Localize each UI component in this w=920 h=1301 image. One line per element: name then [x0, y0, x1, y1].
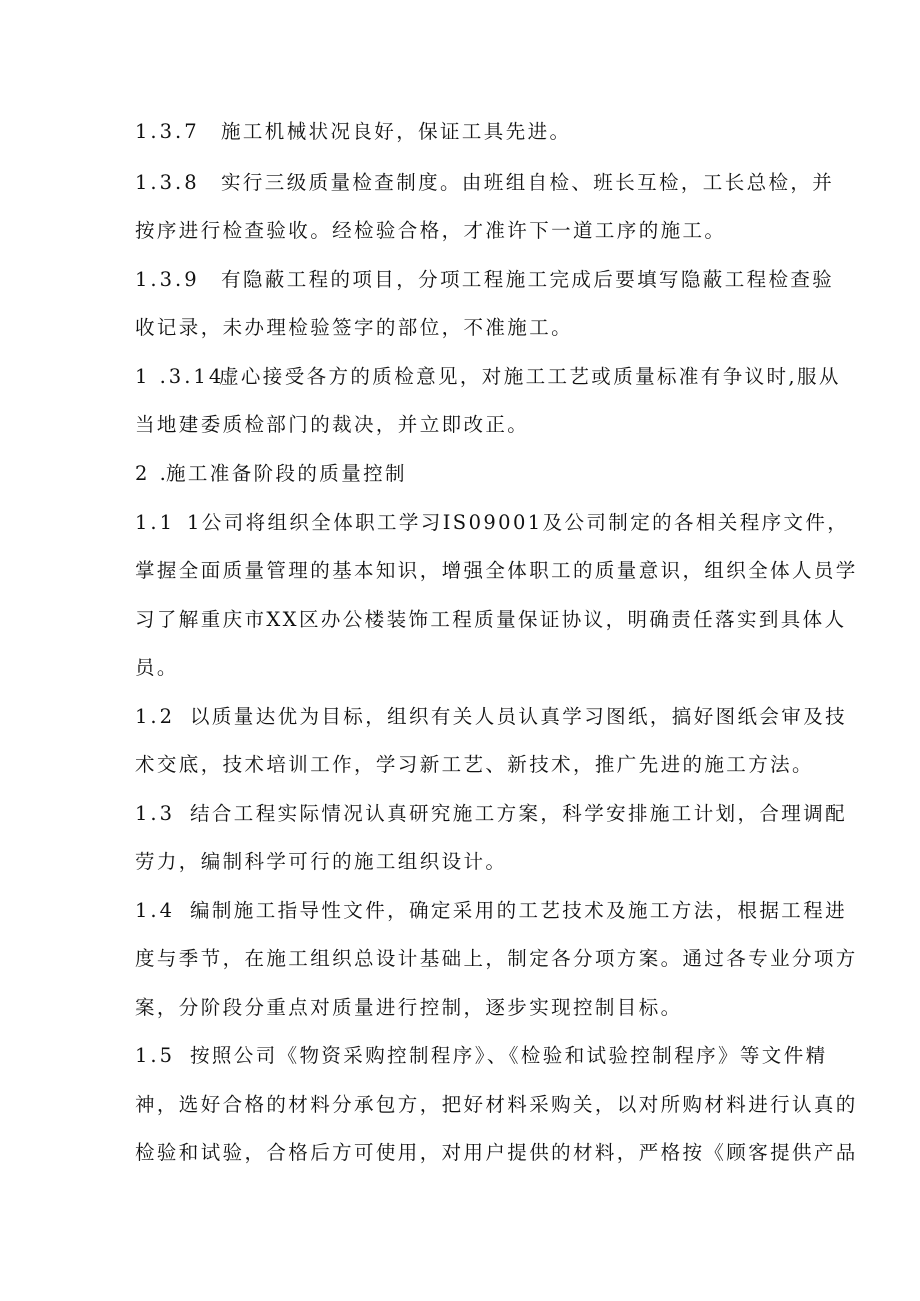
paragraph-line: 神，选好合格的材料分承包方，把好材料采购关，以对所购材料进行认真的	[135, 1093, 858, 1116]
paragraph-line: 结合工程实际情况认真研究施工方案，科学安排施工计划，合理调配	[190, 802, 848, 825]
section-number: 1.4	[135, 899, 176, 922]
section-number: 1.3.7	[135, 120, 200, 143]
paragraph-line: 劳力，编制科学可行的施工组织设计。	[135, 850, 508, 873]
paragraph-1-4	[135, 899, 848, 923]
paragraph-line: 以质量达优为目标，组织有关人员认真学习图纸，搞好图纸会审及技	[190, 705, 848, 728]
paragraph-line: 虚心接受各方的质检意见，对施工工艺或质量标准有争议时,服从	[219, 365, 841, 388]
paragraph-1-3-14	[135, 365, 841, 389]
paragraph-line: 员。	[135, 656, 179, 679]
paragraph-1-3-9	[135, 268, 835, 292]
paragraph-line: 编制施工指导性文件，确定采用的工艺技术及施工方法，根据工程进	[190, 899, 848, 922]
paragraph-1-1	[135, 511, 850, 535]
section-number: 1.1	[135, 511, 176, 534]
paragraph-line: 习了解重庆市XX区办公楼装饰工程质量保证协议，明确责任落实到具体人	[135, 608, 847, 631]
paragraph-1-3-8	[135, 171, 835, 195]
paragraph-line: 度与季节，在施工组织总设计基础上，制定各分项方案。通过各专业分项方	[135, 947, 858, 970]
paragraph-1-3-7	[135, 120, 815, 144]
paragraph-line: 检验和试验，合格后方可使用，对用户提供的材料，严格按《顾客提供产品	[135, 1141, 858, 1164]
paragraph-line: 术交底，技术培训工作，学习新工艺、新技术，推广先进的施工方法。	[135, 753, 814, 776]
paragraph-1-5	[135, 1044, 828, 1068]
section-heading	[135, 462, 815, 486]
paragraph-line: 1公司将组织全体职工学习IS09001及公司制定的各相关程序文件，	[187, 511, 850, 534]
paragraph-line: 有隐蔽工程的项目，分项工程施工完成后要填写隐蔽工程检查验	[221, 268, 835, 291]
paragraph-1-3	[135, 802, 848, 826]
section-title: 施工准备阶段的质量控制	[166, 462, 407, 485]
paragraph-line: 施工机械状况良好，保证工具先进。	[221, 120, 572, 143]
paragraph-line: 当地建委质检部门的裁决，并立即改正。	[135, 413, 530, 436]
paragraph-line: 案，分阶段分重点对质量进行控制，逐步实现控制目标。	[135, 996, 683, 1019]
section-number: 1.5	[135, 1044, 176, 1067]
section-number: 1.2	[135, 705, 176, 728]
paragraph-line: 掌握全面质量管理的基本知识，增强全体职工的质量意识，组织全体人员学	[135, 559, 858, 582]
paragraph-line: 按序进行检查验收。经检验合格，才准许下一道工序的施工。	[135, 219, 727, 242]
paragraph-line: 实行三级质量检查制度。由班组自检、班长互检，工长总检，并	[221, 171, 835, 194]
paragraph-1-2	[135, 705, 848, 729]
section-number: 2 .	[135, 462, 169, 485]
paragraph-line: 收记录，未办理检验签字的部位，不准施工。	[135, 316, 574, 339]
section-number: 1.3.9	[135, 268, 200, 291]
section-number: 1.3	[135, 802, 176, 825]
section-number: 1 .3.14	[135, 365, 225, 388]
section-number: 1.3.8	[135, 171, 200, 194]
paragraph-line: 按照公司《物资采购控制程序》、《检验和试验控制程序》等文件精	[190, 1044, 828, 1067]
